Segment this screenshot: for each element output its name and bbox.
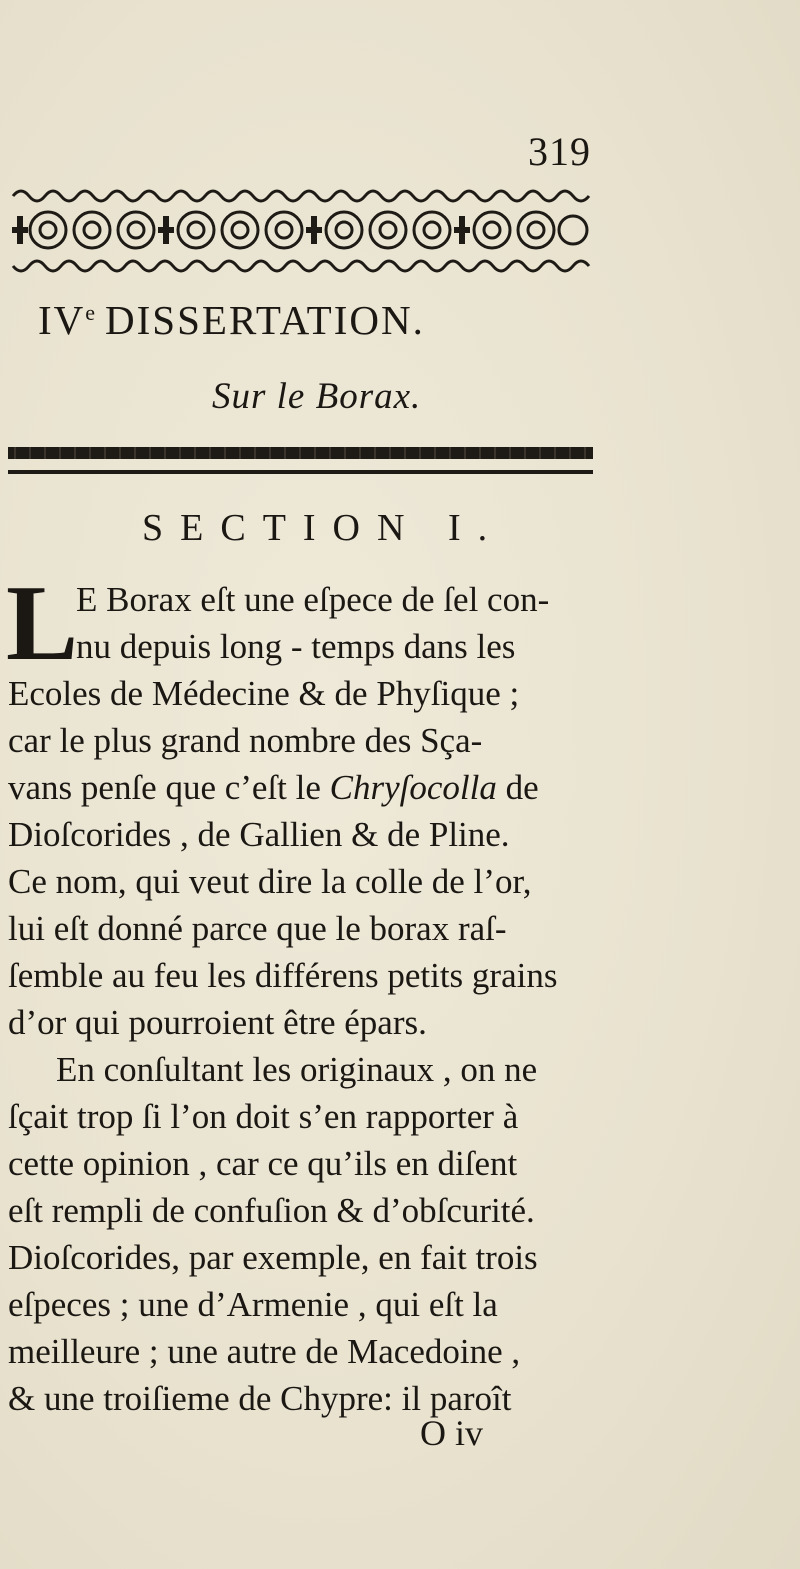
text-line: & une troiſieme de Chypre: il paroît — [8, 1379, 512, 1418]
text-line: cette opinion , car ce qu’ils en diſent — [8, 1144, 518, 1183]
drop-cap: L — [6, 564, 79, 683]
title-text: DISSERTATION. — [105, 297, 425, 343]
italic-term: Chryſocolla — [329, 768, 497, 807]
text-line: eſpeces ; une d’Armenie , qui eſt la — [8, 1285, 498, 1324]
text-line: Dioſcorides , de Gallien & de Pline. — [8, 815, 510, 854]
catchword: O iv — [420, 1413, 483, 1453]
dissertation-subtitle: Sur le Borax. — [212, 376, 422, 417]
ornamental-header-band — [8, 178, 592, 280]
decorative-rule-thin — [8, 470, 593, 474]
text-line: meilleure ; une autre de Macedoine , — [8, 1332, 521, 1371]
page-number: 319 — [528, 129, 591, 174]
text-line: eſt rempli de confuſion & d’obſcurité. — [8, 1191, 535, 1230]
text-line: E Borax eſt une eſpece de ſel con- — [76, 580, 550, 619]
text-line: car le plus grand nombre des Sça- — [8, 721, 483, 760]
text-line: Ce nom, qui veut dire la colle de l’or, — [8, 862, 532, 901]
decorative-rule-thick — [8, 447, 593, 459]
title-numeral: IV — [38, 297, 86, 343]
text-line: En conſultant les originaux , on ne — [56, 1050, 538, 1089]
section-heading: SECTION I. — [142, 507, 505, 549]
text-line: ſemble au feu les différens petits grains — [8, 956, 558, 995]
text-line-part: vans penſe que c’eſt le — [8, 768, 330, 807]
title-superscript: e — [85, 300, 98, 325]
text-line-part: de — [496, 768, 539, 807]
text-line: lui eſt donné parce que le borax raſ- — [8, 909, 507, 948]
text-line: d’or qui pourroient être épars. — [8, 1003, 427, 1042]
text-line: Dioſcorides, par exemple, en fait trois — [8, 1238, 538, 1277]
text-line — [8, 766, 539, 810]
text-line: nu depuis long - temps dans les — [76, 627, 516, 666]
text-line: ſçait trop ſi l’on doit s’en rapporter à — [8, 1097, 519, 1136]
dissertation-title — [38, 296, 425, 344]
text-line: Ecoles de Médecine & de Phyſique ; — [8, 674, 520, 713]
